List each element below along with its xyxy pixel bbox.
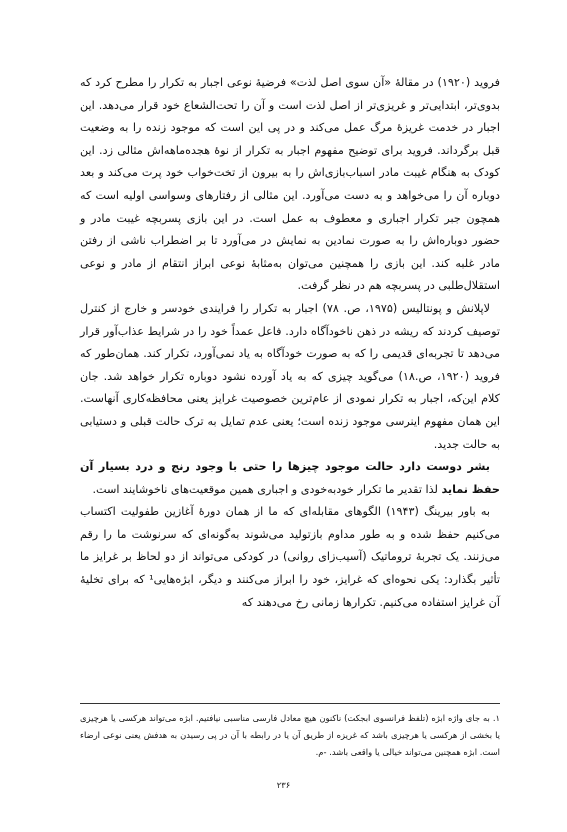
paragraph-laplanche: لاپلانش و پونتالیس (۱۹۷۵، ص. ۷۸) اجبار به تکرار را فرایندی خودسر و خارج از کنترل توصیف کردند که ریشه در ذهن ناخودآگاه دارد. فاعل عمداً خود را در شرایط عذاب‌آور قرار می‌دهد تا تجربه‌ای قدیمی را که به صورت خودآگاه به یاد نمی‌آورد، تکرار کند. همان‌طور که فروید (۱۹۲۰، ص.۱۸) می‌گوید چیزی که به یاد آورده نشود دوباره تکرار خواهد شد. جان کلام این‌که، اجبار به تکرار نمودی از عام‌ترین خصوصیت غرایز یعنی محافظه‌کاری آنهاست. این همان مفهوم اینرسی موجود زنده است؛ یعنی عدم تمایل به ترک حالت قبلی و دستیابی به حالت جدید. — [80, 301, 500, 451]
paragraph-conclusion — [80, 456, 500, 501]
page-number: ۲۳۶ — [276, 780, 291, 790]
paragraph-freud: فروید (۱۹۲۰) در مقالهٔ «آن سوی اصل لذت» فرضیهٔ نوعی اجبار به تکرار را مطرح کرد که بدوی‌تر، ابتدایی‌تر و غریزی‌تر از اصل لذت است و آن را تحت‌الشعاع خود قرار می‌دهد. این اجبار در خدمت غریزهٔ مرگ عمل می‌کند و در پی این است که موجود زنده را به وضعیت قبل برگرداند. فروید برای توضیح مفهوم اجبار به تکرار از نوهٔ هجده‌ماهه‌اش مثالی زد. این کودک به هنگام غیبت مادر اسباب‌بازی‌اش را به بیرون از تخت‌خواب خود پرت می‌کند و بعد دوباره آن را می‌خواهد و به دست می‌آورد. این مثالی از رفتارهای وسواسی اولیه است که همچون جبر تکرار اجباری و معطوف به عمل است. در این بازی پسربچه غیبت مادر و حضور دوباره‌اش را به صورت نمادین به نمایش در می‌آورد تا بر اضطراب ناشی از رفتن مادر غلبه کند. این بازی را همچنین می‌توان به‌مثابهٔ نوعی ابراز انتقام از مادر و نوعی استقلال‌طلبی در پسربچه هم در نظر گرفت. — [80, 76, 500, 293]
bold-sentence: بشر دوست دارد حالت موجود چیزها را حتی با وجود رنج و درد بسیار آن حفظ نماید — [80, 460, 500, 496]
footnote: ۱. به جای واژه ابژه (تلفظ فرانسوی ابجکت) ناکنون هیچ معادل فارسی مناسبی نیافتیم. ابژه می‌تواند هرکسی یا هرچیزی یا بخشی از هرکسی یا هرچیزی باشد که غریزه از طریق آن یا در رابطه با آن در پی رسیدن به هدفش یعنی نوعی ارضاء است. ابژه همچنین می‌تواند خیالی یا واقعی باشد. -م. — [80, 713, 500, 757]
footnote-divider — [80, 703, 500, 704]
conclusion-tail: لذا تقدیر ما تکرار خودبه‌خودی و اجباری همین موقعیت‌های ناخوشایند است. — [92, 482, 442, 496]
body-text — [80, 72, 500, 614]
paragraph-bibring: به باور بیرینگ (۱۹۴۳) الگوهای مقابله‌ای که ما از همان دورهٔ آغازین طفولیت اکتساب می‌کنیم حفظ شده و به طور مداوم بازتولید می‌شوند به‌گونه‌ای که سرنوشت ما را رقم می‌زنند. یک تجربهٔ تروماتیک (آسیب‌زای روانی) در کودکی می‌تواند از دو لحاظ بر غرایز ما تأثیر بگذارد: یکی نحوه‌ای که غرایز، خود را ابراز می‌کنند و دیگر، ابژه‌هایی¹ که برای تخلیهٔ آن غرایز استفاده می‌کنیم. تکرارها زمانی رخ می‌دهند که — [80, 505, 501, 609]
